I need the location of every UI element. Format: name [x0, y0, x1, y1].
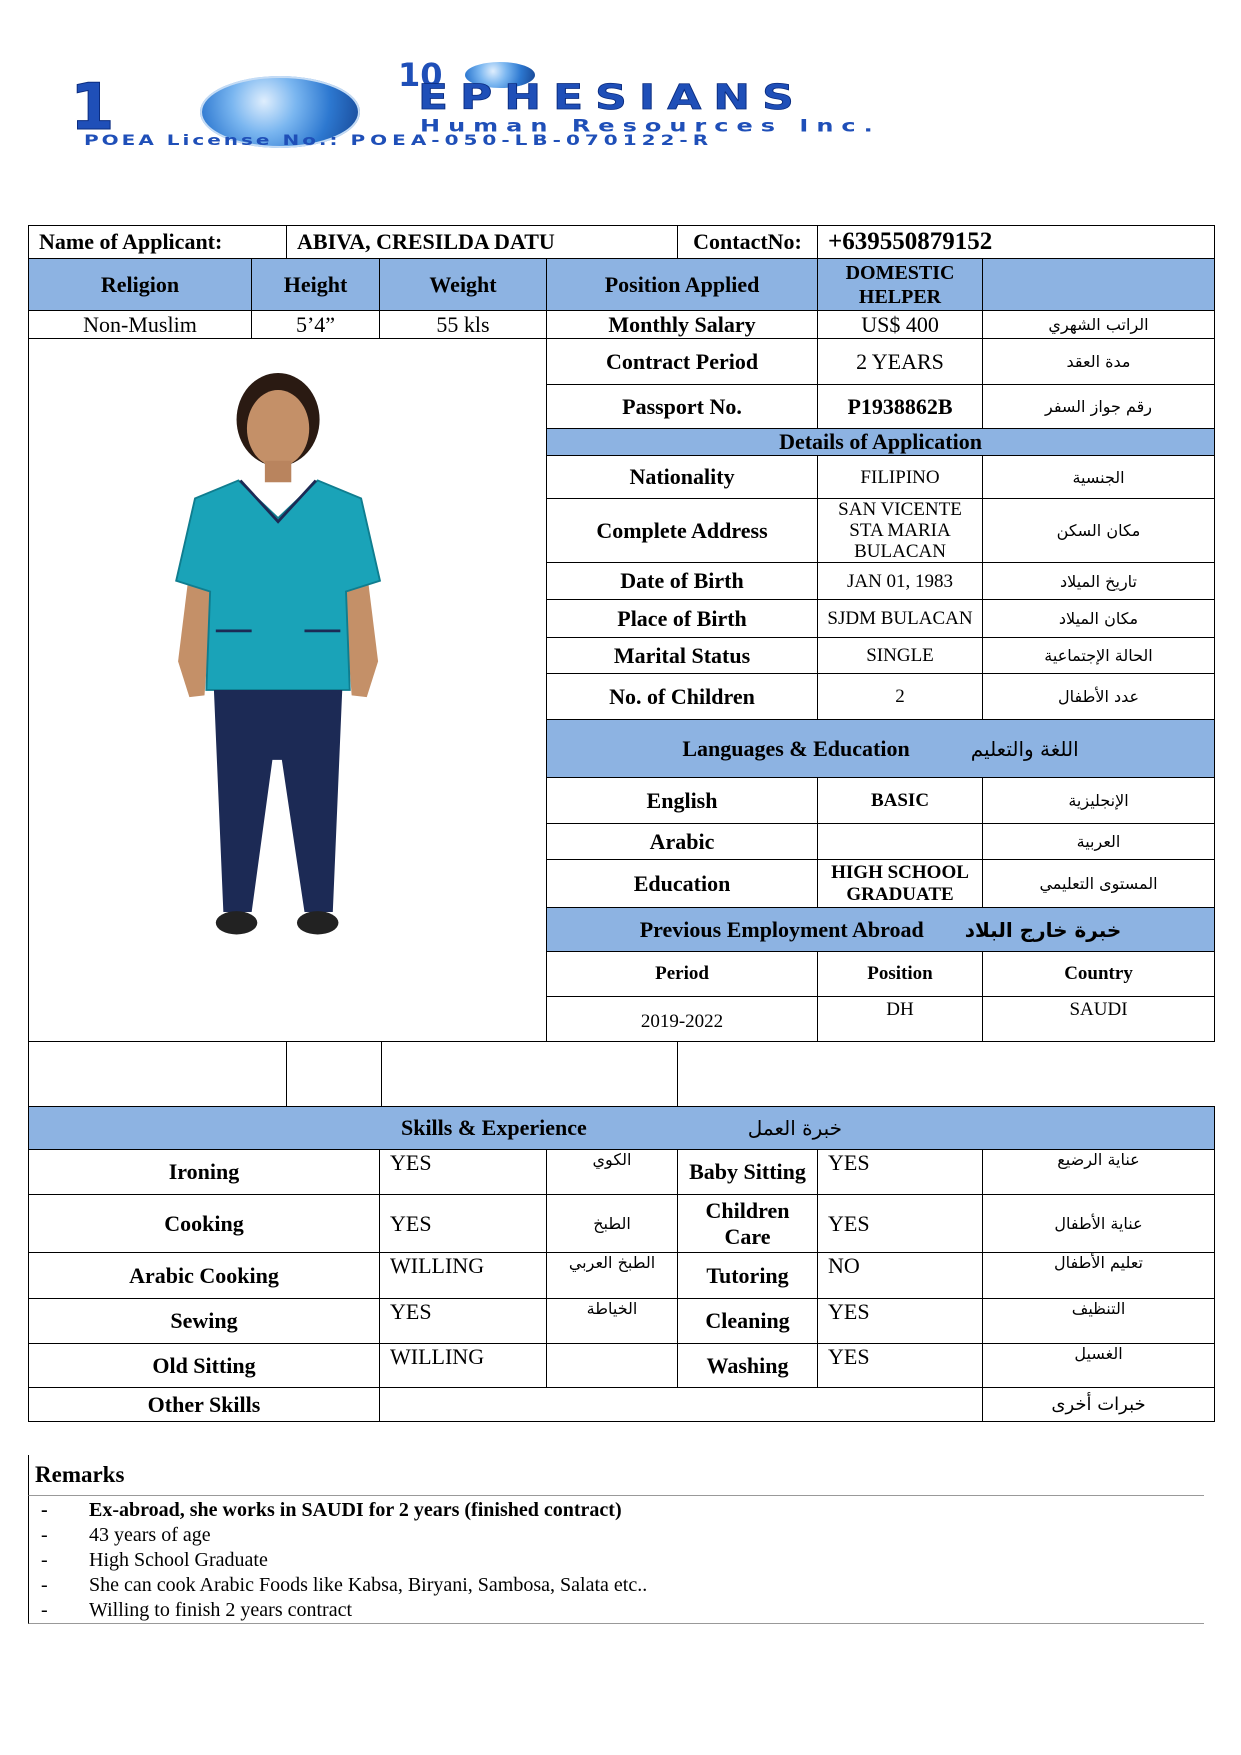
position-value: DOMESTIC HELPER	[818, 259, 983, 311]
neck-shape	[265, 461, 291, 482]
other-skills-row	[29, 1388, 1215, 1422]
remarks-section	[28, 1455, 1204, 1624]
bullet-dash: -	[41, 1549, 48, 1571]
skills-header-row	[29, 1107, 1215, 1150]
logo-company-subtitle: Human Resources Inc.	[420, 115, 881, 136]
left-shoe	[216, 911, 258, 934]
skill-arabic: عناية الرضيع	[983, 1150, 1215, 1195]
logo-company-name: EPHESIANS	[418, 77, 806, 118]
name-row	[29, 226, 1215, 259]
skill-label: Ironing	[29, 1150, 380, 1195]
contract-arabic: مدة العقد	[983, 339, 1215, 385]
pob-label: Place of Birth	[547, 600, 818, 638]
skill-label: Cleaning	[678, 1299, 818, 1344]
skill-value: WILLING	[380, 1253, 547, 1299]
remarks-list	[28, 1495, 1204, 1624]
children-label: No. of Children	[547, 674, 818, 720]
marital-arabic: الحالة الإجتماعية	[983, 638, 1215, 674]
dob-arabic: تاريخ الميلاد	[983, 563, 1215, 600]
skills-row	[29, 1195, 1215, 1253]
license-number: POEA-050-LB-070122-R	[350, 131, 714, 149]
skills-row	[29, 1344, 1215, 1388]
languages-title-arabic: اللغة والتعليم	[970, 736, 1079, 761]
dob-value: JAN 01, 1983	[818, 563, 983, 600]
logo-license	[84, 133, 713, 147]
nationality-value: FILIPINO	[818, 456, 983, 499]
bullet-dash: -	[41, 1599, 48, 1621]
basic-header-row	[29, 259, 1215, 311]
scrub-top	[176, 480, 380, 690]
arabic-value	[818, 824, 983, 860]
pants	[214, 690, 342, 912]
employment-country: SAUDI	[983, 997, 1215, 1042]
nationality-label: Nationality	[547, 456, 818, 499]
skills-row	[29, 1150, 1215, 1195]
face-shape	[247, 390, 309, 467]
skills-row	[29, 1253, 1215, 1299]
children-arabic: عدد الأطفال	[983, 674, 1215, 720]
country-header: Country	[983, 952, 1215, 997]
remark-item	[29, 1573, 1204, 1598]
skill-value: YES	[380, 1195, 547, 1253]
name-label: Name of Applicant:	[29, 226, 287, 259]
remarks-title: Remarks	[28, 1455, 1204, 1495]
skill-label: Old Sitting	[29, 1344, 380, 1388]
weight-header: Weight	[380, 259, 547, 311]
religion-header: Religion	[29, 259, 252, 311]
skill-label: Children Care	[678, 1195, 818, 1253]
employment-period: 2019-2022	[547, 997, 818, 1042]
position-blank	[983, 259, 1215, 311]
remark-text: Ex-abroad, she works in SAUDI for 2 years (finished contract)	[89, 1499, 622, 1521]
applicant-form	[28, 225, 1204, 1422]
contact-number: +639550879152	[818, 226, 1215, 259]
other-skills-arabic: خبرات أخرى	[983, 1388, 1215, 1422]
remark-text: She can cook Arabic Foods like Kabsa, Biryani, Sambosa, Salata etc..	[89, 1574, 648, 1596]
salary-value: US$ 400	[818, 311, 983, 339]
employment-position-2	[287, 1042, 382, 1107]
skill-label: Baby Sitting	[678, 1150, 818, 1195]
salary-label: Monthly Salary	[547, 311, 818, 339]
skill-arabic: الكوي	[547, 1150, 678, 1195]
bullet-dash: -	[41, 1574, 48, 1596]
employment-country-2	[382, 1042, 678, 1107]
english-label: English	[547, 778, 818, 824]
skill-label: Arabic Cooking	[29, 1253, 380, 1299]
logo-superscript: 10	[398, 56, 443, 94]
remark-item	[29, 1498, 1204, 1523]
skill-arabic	[547, 1344, 678, 1388]
position-header: Position Applied	[547, 259, 818, 311]
skill-label: Sewing	[29, 1299, 380, 1344]
skill-value: WILLING	[380, 1344, 547, 1388]
logo-number: 1	[70, 71, 113, 145]
contract-label: Contract Period	[547, 339, 818, 385]
contract-row	[29, 339, 1215, 385]
company-logo	[70, 58, 1150, 158]
passport-arabic: رقم جواز السفر	[983, 385, 1215, 429]
education-arabic: المستوى التعليمي	[983, 860, 1215, 908]
height-header: Height	[252, 259, 380, 311]
pob-value: SJDM BULACAN	[818, 600, 983, 638]
remark-text: Willing to finish 2 years contract	[89, 1599, 353, 1621]
skill-value: YES	[818, 1150, 983, 1195]
skills-title: Skills & Experience	[400, 1115, 587, 1140]
applicant-photo-cell	[29, 339, 547, 1042]
contract-value: 2 YEARS	[818, 339, 983, 385]
skills-row	[29, 1299, 1215, 1344]
religion-value: Non-Muslim	[29, 311, 252, 339]
bullet-dash: -	[41, 1524, 48, 1546]
remark-item	[29, 1523, 1204, 1548]
skills-title-arabic: خبرة العمل	[747, 1116, 843, 1140]
other-skills-label: Other Skills	[29, 1388, 380, 1422]
period-header: Period	[547, 952, 818, 997]
skill-value: YES	[818, 1195, 983, 1253]
children-value: 2	[818, 674, 983, 720]
nationality-arabic: الجنسية	[983, 456, 1215, 499]
height-value: 5’4”	[252, 311, 380, 339]
skills-header	[29, 1107, 1215, 1150]
employment-period-2	[29, 1042, 287, 1107]
weight-value: 55 kls	[380, 311, 547, 339]
skill-value: YES	[380, 1150, 547, 1195]
address-label: Complete Address	[547, 499, 818, 563]
skill-value: YES	[818, 1344, 983, 1388]
remark-item	[29, 1548, 1204, 1573]
basic-values-row	[29, 311, 1215, 339]
marital-value: SINGLE	[818, 638, 983, 674]
skill-arabic: التنظيف	[983, 1299, 1215, 1344]
languages-title: Languages & Education	[682, 735, 910, 761]
english-arabic: الإنجليزية	[983, 778, 1215, 824]
arabic-arabic: العربية	[983, 824, 1215, 860]
other-skills-value	[380, 1388, 983, 1422]
employment-row-2	[29, 1042, 1215, 1107]
salary-arabic: الراتب الشهري	[983, 311, 1215, 339]
skill-label: Cooking	[29, 1195, 380, 1253]
skill-arabic: تعليم الأطفال	[983, 1253, 1215, 1299]
dob-label: Date of Birth	[547, 563, 818, 600]
remark-text: 43 years of age	[89, 1524, 211, 1546]
skill-value: YES	[380, 1299, 547, 1344]
applicant-table	[28, 225, 1215, 1422]
remark-item	[29, 1598, 1204, 1623]
address-value: SAN VICENTE STA MARIA BULACAN	[818, 499, 983, 563]
marital-label: Marital Status	[547, 638, 818, 674]
address-arabic: مكان السكن	[983, 499, 1215, 563]
skill-label: Tutoring	[678, 1253, 818, 1299]
passport-label: Passport No.	[547, 385, 818, 429]
employment-position: DH	[818, 997, 983, 1042]
skill-arabic: الطبخ	[547, 1195, 678, 1253]
pob-arabic: مكان الميلاد	[983, 600, 1215, 638]
skill-arabic: الطبخ العربي	[547, 1253, 678, 1299]
employment-header	[547, 908, 1215, 952]
applicant-name: ABIVA, CRESILDA DATU	[287, 226, 678, 259]
contact-label: ContactNo:	[678, 226, 818, 259]
license-label: POEA License No.:	[84, 131, 341, 149]
skill-label: Washing	[678, 1344, 818, 1388]
remark-text: High School Graduate	[89, 1549, 268, 1571]
applicant-photo	[29, 339, 546, 1041]
details-section-title: Details of Application	[547, 429, 1215, 456]
skill-arabic: الغسيل	[983, 1344, 1215, 1388]
skill-value: YES	[818, 1299, 983, 1344]
skill-arabic: الخياطة	[547, 1299, 678, 1344]
english-value: BASIC	[818, 778, 983, 824]
education-label: Education	[547, 860, 818, 908]
employment-title-arabic: خبرة خارج البلاد	[964, 917, 1122, 942]
skill-value: NO	[818, 1253, 983, 1299]
languages-header	[547, 720, 1215, 778]
position-col-header: Position	[818, 952, 983, 997]
education-value: HIGH SCHOOL GRADUATE	[818, 860, 983, 908]
skill-arabic: عناية الأطفال	[983, 1195, 1215, 1253]
arabic-label: Arabic	[547, 824, 818, 860]
bullet-dash: -	[41, 1499, 48, 1521]
right-shoe	[297, 911, 339, 934]
passport-value: P1938862B	[818, 385, 983, 429]
employment-title: Previous Employment Abroad	[639, 916, 924, 942]
